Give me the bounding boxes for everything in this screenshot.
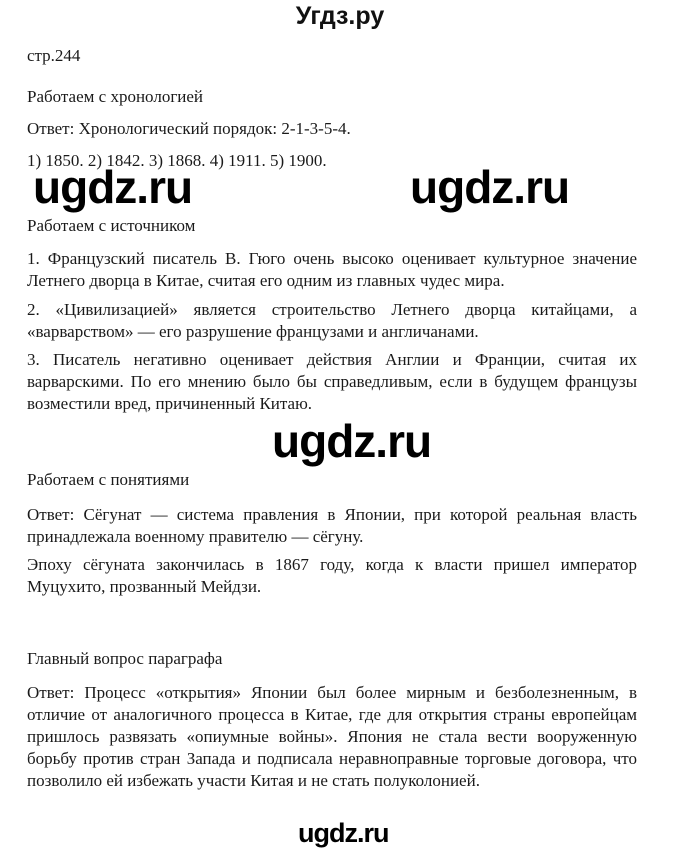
page-reference: стр.244	[27, 46, 81, 65]
section-heading-source: Работаем с источником	[27, 216, 196, 235]
watermark-footer: ugdz.ru	[298, 818, 389, 848]
watermark: ugdz.ru	[272, 415, 432, 467]
watermark: ugdz.ru	[33, 161, 193, 213]
source-answer-2: 2. «Цивилизацией» является строительство Летнего дворца китайцами, а «варварством» — его разрушение французами и англичанами.	[27, 300, 637, 341]
site-title: Угдз.ру	[295, 2, 385, 30]
watermark: ugdz.ru	[410, 161, 570, 213]
source-answer-1: 1. Французский писатель В. Гюго очень высоко оценивает культурное значение Летнего дворца в Китае, считая его одним из главных чудес мира.	[27, 249, 637, 290]
concepts-answer: Ответ: Сёгунат — система правления в Японии, при которой реальная власть принадлежала военному правителю — сёгуну.	[27, 505, 637, 546]
source-answer-3: 3. Писатель негативно оценивает действия Англии и Франции, считая их варварскими. По его мнению было бы справедливым, если в будущем французы возместили вред, причиненный Китаю.	[27, 350, 637, 413]
section-heading-concepts: Работаем с понятиями	[27, 470, 190, 489]
concepts-extra: Эпоху сёгуната закончилась в 1867 году, когда к власти пришел император Муцухито, прозванный Мейдзи.	[27, 555, 637, 596]
chronology-answer: Ответ: Хронологический порядок: 2-1-3-5-4.	[27, 119, 351, 138]
main-question-answer: Ответ: Процесс «открытия» Японии был более мирным и безболезненным, в отличие от аналогичного процесса в Китае, где для открытия страны европейцам пришлось развязать «опиумные войны». Япония не стала вести вооруженную борьбу против стран Запада и подписала неравноправные торговые договора, что позволило ей избежать участи Китая и не стать полуколонией.	[27, 683, 637, 790]
section-heading-main-question: Главный вопрос параграфа	[27, 649, 223, 668]
chronology-dates: 1) 1850. 2) 1842. 3) 1868. 4) 1911. 5) 1900.	[27, 151, 327, 170]
section-heading-chronology: Работаем с хронологией	[27, 87, 204, 106]
